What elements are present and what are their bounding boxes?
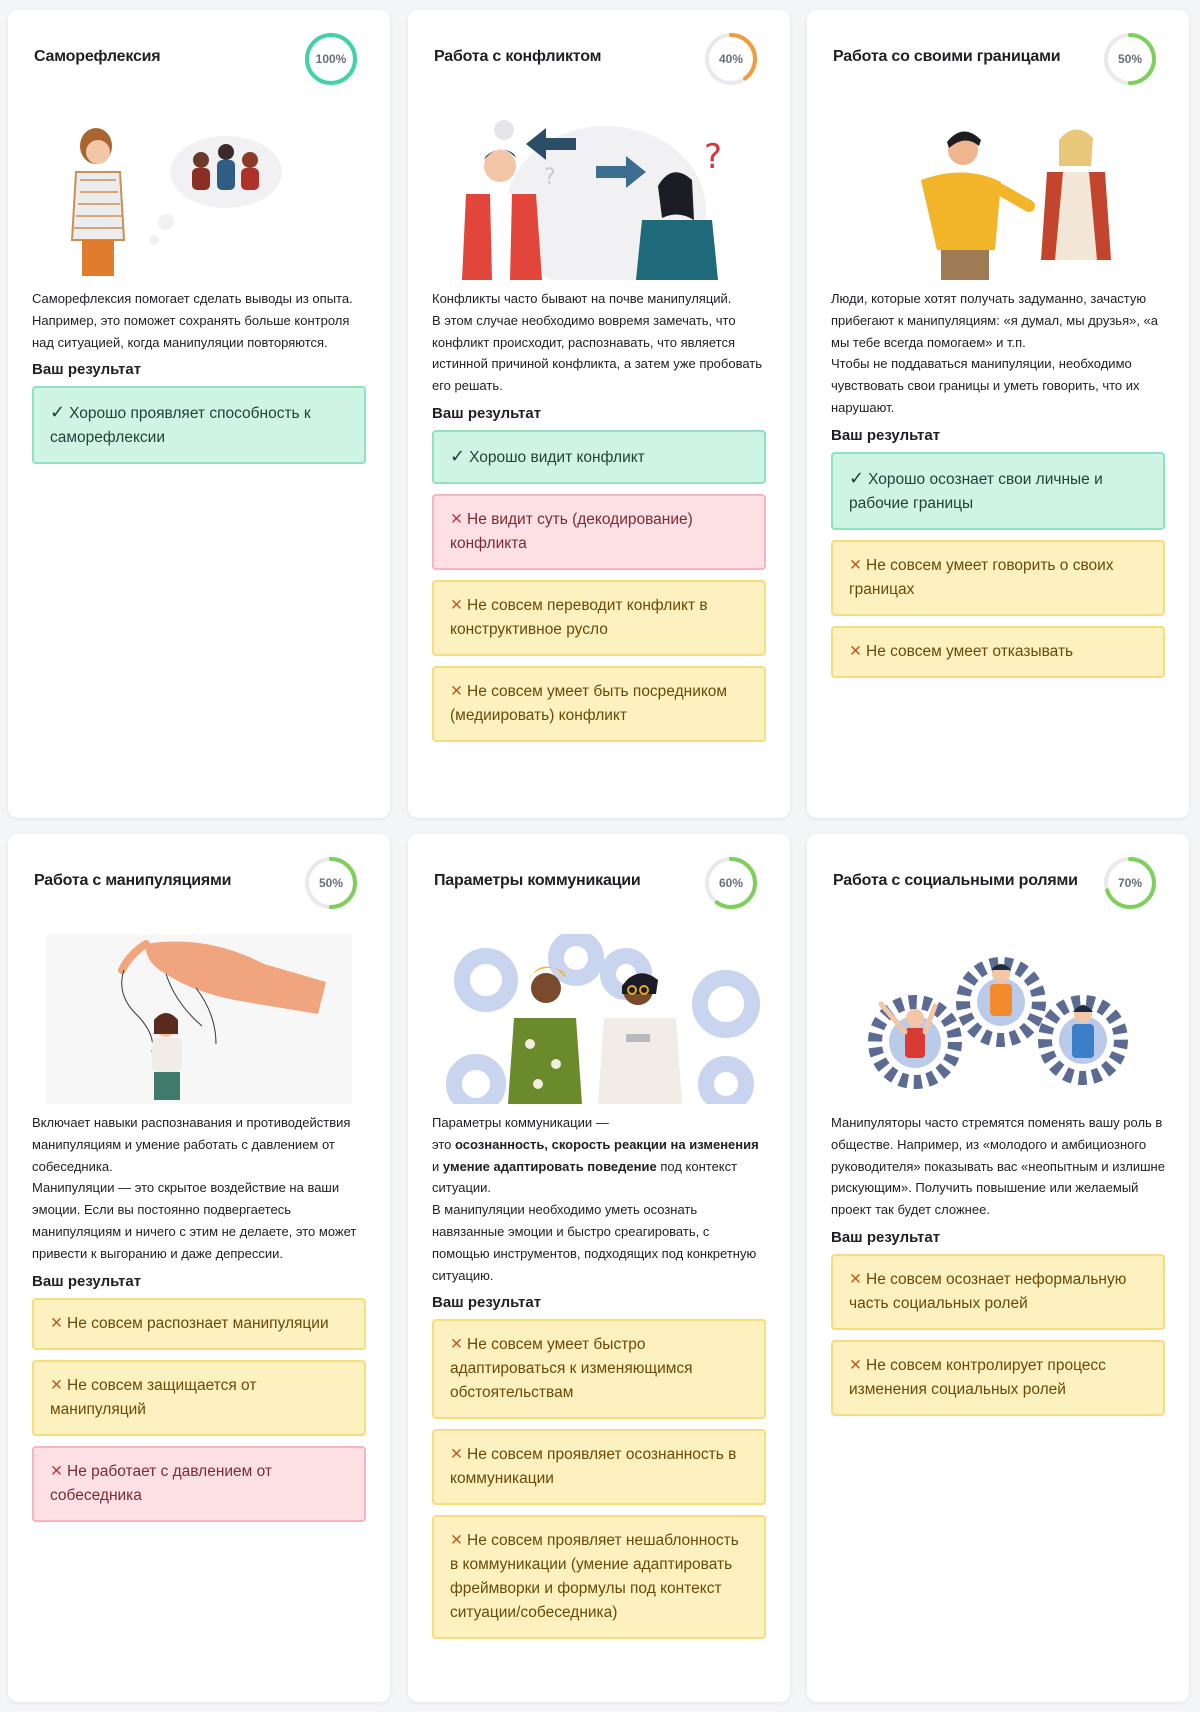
manipulations-illustration: [26, 934, 372, 1104]
result-text: Хорошо видит конфликт: [469, 448, 645, 466]
cross-icon: ✕: [50, 1314, 63, 1332]
description-rich-line: [432, 1134, 766, 1199]
progress-label: 60%: [718, 876, 744, 890]
result-text: Не совсем умеет быстро адаптироваться к изменяющимся обстоятельствам: [450, 1336, 693, 1402]
card-description: [26, 1112, 372, 1265]
progress-ring: [302, 854, 360, 912]
description-line: Конфликты часто бывают на почве манипуляций.: [432, 291, 732, 306]
result-badge: [32, 1298, 366, 1350]
result-text: Не совсем контролирует процесс изменения социальных ролей: [849, 1356, 1106, 1398]
svg-text:?: ?: [704, 137, 723, 177]
progress-label: 50%: [318, 876, 344, 890]
card-description: [26, 288, 372, 353]
result-badge: [831, 1340, 1165, 1416]
check-icon: ✓: [849, 467, 865, 488]
skill-card-boundaries: [807, 10, 1189, 818]
cross-icon: ✕: [50, 1376, 63, 1394]
cross-icon: ✕: [450, 596, 463, 614]
cross-icon: ✕: [450, 1336, 463, 1354]
cross-icon: ✕: [849, 1356, 862, 1374]
result-text: Не видит суть (декодирование) конфликта: [450, 510, 693, 552]
communication-illustration: [426, 934, 772, 1104]
result-title: Ваш результат: [831, 426, 941, 444]
card-header: [426, 10, 772, 110]
result-badge: [432, 1319, 766, 1419]
progress-label: 100%: [315, 52, 347, 66]
card-header: [825, 834, 1171, 934]
result-badge: [831, 540, 1165, 616]
cross-icon: ✕: [450, 1532, 463, 1550]
card-title: Параметры коммуникации: [434, 872, 641, 889]
skill-card-communication: [408, 834, 790, 1702]
result-text: Не совсем защищается от манипуляций: [50, 1376, 257, 1418]
result-text: Хорошо осознает свои личные и рабочие границы: [849, 470, 1103, 512]
result-title: Ваш результат: [32, 361, 142, 379]
result-text: Хорошо проявляет способность к саморефлексии: [50, 405, 311, 447]
description-line: Параметры коммуникации —: [432, 1115, 609, 1130]
card-description: [426, 1112, 772, 1286]
result-title: Ваш результат: [432, 1294, 542, 1312]
card-title: Саморефлексия: [34, 48, 161, 65]
progress-label: 50%: [1117, 52, 1143, 66]
description-text: это: [432, 1136, 452, 1152]
card-title: Работа со своими границами: [833, 48, 1061, 65]
card-title: Работа с социальными ролями: [833, 872, 1078, 889]
result-text: Не совсем умеет отказывать: [866, 642, 1074, 660]
result-badge: [432, 430, 766, 484]
card-header: [26, 10, 372, 110]
skill-card-social-roles: [807, 834, 1189, 1702]
skill-card-manipulations: [8, 834, 390, 1702]
self-reflection-illustration: [26, 110, 372, 280]
result-badge: [831, 452, 1165, 530]
result-title: Ваш результат: [32, 1272, 142, 1290]
result-text: Не работает с давлением от собеседника: [50, 1462, 273, 1504]
description-text: под контекст ситуации.: [432, 1158, 738, 1196]
description-emphasis: умение адаптировать поведение: [442, 1158, 657, 1174]
boundaries-illustration: [825, 110, 1171, 280]
check-icon: ✓: [450, 445, 466, 466]
card-header: [825, 10, 1171, 110]
description-line: Манипуляторы часто стремятся поменять вашу роль в обществе. Например, из «молодого и амбициозного руководителя» показывать вас «неопытным и излишне рискующим». Получить повышение или желаемый проект так будет сложнее.: [831, 1115, 1165, 1218]
result-badge: [32, 386, 366, 464]
card-description: [825, 288, 1171, 419]
description-text: и: [432, 1158, 440, 1174]
card-header: [426, 834, 772, 934]
progress-ring: [1101, 854, 1159, 912]
result-text: Не совсем умеет говорить о своих границах: [849, 556, 1114, 598]
progress-ring: [1101, 30, 1159, 88]
description-line: Включает навыки распознавания и противодействия манипуляциям и умение работать с давлением от собеседника.: [32, 1115, 351, 1174]
description-line: В манипуляции необходимо уметь осознать навязанные эмоции и быстро среагировать, с помощью инструментов, подходящих под конкретную ситуацию.: [432, 1202, 757, 1283]
description-line: Манипуляции — это скрытое воздействие на ваши эмоции. Если вы постоянно подвергаетесь манипуляциям и ничего с этим не делаете, это может привести к выгоранию и даже депрессии.: [32, 1180, 357, 1261]
result-title: Ваш результат: [432, 404, 542, 422]
cross-icon: ✕: [50, 1462, 63, 1480]
card-title: Работа с манипуляциями: [34, 872, 232, 889]
result-title: Ваш результат: [831, 1228, 941, 1246]
result-badge: [432, 666, 766, 742]
cross-icon: ✕: [450, 1446, 463, 1464]
result-text: Не совсем умеет быть посредником (медиировать) конфликт: [450, 682, 728, 724]
result-badge: [32, 1446, 366, 1522]
cross-icon: ✕: [849, 556, 862, 574]
description-emphasis: осознанность, скорость реакции на изменения: [455, 1136, 759, 1152]
progress-label: 40%: [718, 52, 744, 66]
description-line: Чтобы не поддаваться манипуляции, необходимо чувствовать свои границы и уметь говорить, что их нарушают.: [831, 356, 1140, 415]
progress-ring: [302, 30, 360, 88]
result-badge: [432, 1429, 766, 1505]
cross-icon: ✕: [849, 642, 862, 660]
skill-card-self-reflection: [8, 10, 390, 818]
progress-label: 70%: [1117, 876, 1143, 890]
description-line: В этом случае необходимо вовремя замечать, что конфликт происходит, распознавать, что является истинной причиной конфликта, а затем уже пробовать его решать.: [432, 312, 763, 394]
result-badge: [32, 1360, 366, 1436]
result-text: Не совсем проявляет осознанность в коммуникации: [450, 1446, 737, 1488]
result-text: Не совсем проявляет нешаблонность в коммуникации (умение адаптировать фреймворки и формулы под контекст ситуации/собеседника): [450, 1532, 739, 1622]
result-badge: [432, 1515, 766, 1639]
description-line: Люди, которые хотят получать задуманно, зачастую прибегают к манипуляциям: «я думал, мы друзья», «а мы тебе всегда помогаем» и т.п.: [831, 291, 1159, 350]
description-line: Например, это поможет сохранять больше контроля над ситуацией, когда манипуляции повторяются.: [32, 312, 350, 350]
check-icon: ✓: [50, 402, 66, 423]
result-text: Не совсем осознает неформальную часть социальных ролей: [849, 1270, 1127, 1312]
result-badge: [432, 494, 766, 570]
cross-icon: ✕: [450, 682, 463, 700]
progress-ring: [702, 30, 760, 88]
progress-ring: [702, 854, 760, 912]
card-title: Работа с конфликтом: [434, 48, 602, 65]
result-text: Не совсем переводит конфликт в конструктивное русло: [450, 596, 708, 638]
social-roles-illustration: [825, 934, 1171, 1104]
card-description: [825, 1112, 1171, 1221]
description-line: Саморефлексия помогает сделать выводы из опыта.: [32, 291, 353, 306]
card-header: [26, 834, 372, 934]
result-badge: [831, 626, 1165, 678]
result-text: Не совсем распознает манипуляции: [67, 1314, 329, 1332]
svg-text:?: ?: [544, 165, 556, 190]
result-badge: [432, 580, 766, 656]
cross-icon: ✕: [849, 1270, 862, 1288]
conflict-illustration: [426, 110, 772, 280]
skill-card-conflict: [408, 10, 790, 818]
result-badge: [831, 1254, 1165, 1330]
card-description: [426, 288, 772, 397]
cross-icon: ✕: [450, 510, 463, 528]
